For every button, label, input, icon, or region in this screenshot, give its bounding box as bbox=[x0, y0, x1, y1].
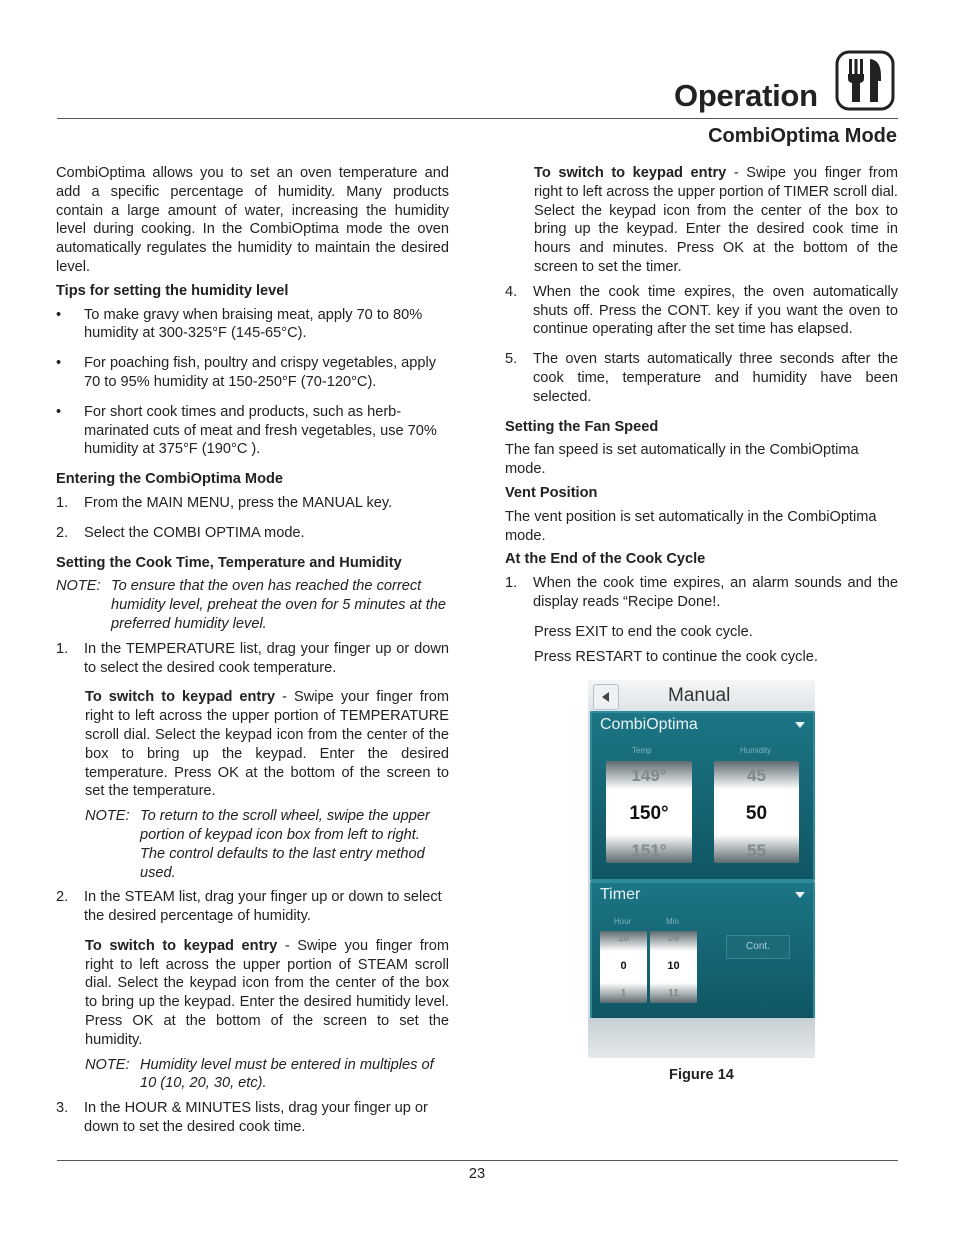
screen-footer bbox=[588, 1018, 815, 1058]
dial-value: 09 bbox=[667, 933, 680, 944]
dial-value: 1 bbox=[620, 988, 627, 999]
dial-value: 151° bbox=[631, 841, 667, 860]
tip-item: • For short cook times and products, such as herb-marinated cuts of meat and fresh vegetables, use 70% humidity at 375°F (190°C ). bbox=[56, 403, 437, 458]
intro-paragraph: CombiOptima allows you to set an oven temperature and add a specific percentage of humidity. Many products contain a large amount of water, increasing the humidity level during cooking. In the CombiOptima mode the oven automatically regulates the humidity to maintain the desired level. bbox=[56, 165, 449, 275]
restart-text: Press RESTART to continue the cook cycle. bbox=[534, 648, 818, 665]
fork-knife-icon bbox=[835, 50, 895, 111]
page-number: 23 bbox=[468, 1166, 486, 1182]
dial-value-selected: 0 bbox=[620, 960, 627, 972]
hour-scroll-dial[interactable] bbox=[600, 931, 647, 1003]
keypad-paragraph: To switch to keypad entry - Swipe your finger from right to left across the upper portion of TEMPERATURE scroll dial. Select the keypad icon from the center of the box to bring up the keypad. Enter the desired temperature. Press OK at the bottom of the screen to set the temperature. bbox=[85, 689, 449, 800]
keypad-paragraph: To switch to keypad entry - Swipe you finger from right to left across the upper portion of STEAM scroll dial. Select the keypad icon from the center of the box to bring up the keypad. Enter the desired humitidy level. Press OK at the bottom of the screen to set the humidity. bbox=[85, 937, 449, 1048]
note: NOTE: To ensure that the oven has reached the correct humidity level, preheat the oven for 5 minutes at the preferred humidity level. bbox=[56, 578, 447, 632]
entering-step: 2. Select the COMBI OPTIMA mode. bbox=[56, 524, 305, 541]
end-heading: At the End of the Cook Cycle bbox=[505, 551, 706, 568]
dial-value: 149° bbox=[631, 766, 667, 785]
figure-caption: Figure 14 bbox=[669, 1067, 734, 1083]
minute-scroll-dial[interactable] bbox=[650, 931, 697, 1003]
dial-value-selected: 50 bbox=[745, 803, 768, 824]
figure-screenshot bbox=[588, 680, 815, 1058]
chevron-down-icon[interactable] bbox=[795, 892, 805, 898]
combioptima-panel bbox=[590, 711, 815, 881]
exit-text: Press EXIT to end the cook cycle. bbox=[534, 623, 753, 640]
minute-label: Min bbox=[666, 917, 679, 926]
header-rule bbox=[57, 118, 898, 119]
chevron-down-icon[interactable] bbox=[795, 722, 805, 728]
screen-title: Manual bbox=[668, 685, 731, 706]
page-title: Operation bbox=[674, 78, 818, 113]
note: NOTE: To return to the scroll wheel, swipe the upper portion of keypad icon box from left to right. The control defaults to the last entry method used. bbox=[85, 808, 430, 881]
setting-step: 1. In the TEMPERATURE list, drag your finger up or down to select the desired cook temperature. bbox=[56, 640, 449, 676]
dial-value: 10 bbox=[617, 933, 630, 944]
setting-step: 3. In the HOUR & MINUTES lists, drag your finger up or down to set the desired cook time. bbox=[56, 1100, 428, 1136]
vent-text: The vent position is set automatically in the CombiOptima mode. bbox=[505, 508, 877, 544]
tip-item: • For poaching fish, poultry and crispy vegetables, apply 70 to 95% humidity at 150-250°F (70-120°C). bbox=[56, 355, 437, 390]
dial-value-selected: 150° bbox=[629, 803, 669, 824]
temp-label: Temp bbox=[632, 746, 652, 755]
tip-item: • To make gravy when braising meat, apply 70 to 80% humidity at 300-325°F (145-65°C). bbox=[56, 306, 423, 342]
dial-value: 11 bbox=[668, 988, 679, 999]
entering-heading: Entering the CombiOptima Mode bbox=[56, 471, 284, 488]
tips-heading: Tips for setting the humidity level bbox=[56, 282, 289, 299]
humidity-scroll-dial[interactable] bbox=[714, 761, 799, 863]
setting-step: 4. When the cook time expires, the oven automatically shuts off. Press the CONT. key if you want the oven to continue operating after the set time has elapsed. bbox=[505, 283, 898, 338]
entering-step: 1. From the MAIN MENU, press the MANUAL key. bbox=[56, 494, 393, 511]
setting-heading: Setting the Cook Time, Temperature and Humidity bbox=[56, 554, 402, 571]
panel-title: CombiOptima bbox=[600, 716, 698, 733]
footer-rule bbox=[57, 1160, 898, 1161]
cont-button[interactable]: Cont. bbox=[726, 935, 790, 959]
setting-step: 2. In the STEAM list, drag your finger up or down to select the desired percentage of humidity. bbox=[56, 889, 442, 925]
panel-title: Timer bbox=[600, 886, 641, 903]
setting-step: 5. The oven starts automatically three seconds after the cook time, temperature and humidity have been selected. bbox=[505, 351, 898, 405]
screen-header bbox=[588, 680, 815, 711]
end-step: 1. When the cook time expires, an alarm sounds and the display reads “Recipe Done!. bbox=[505, 575, 898, 610]
dial-value: 45 bbox=[747, 766, 766, 785]
note: NOTE: Humidity level must be entered in multiples of 10 (10, 20, 30, etc). bbox=[85, 1056, 434, 1092]
vent-heading: Vent Position bbox=[505, 484, 598, 501]
dial-value: 55 bbox=[747, 841, 766, 860]
left-column bbox=[56, 164, 449, 1137]
fan-text: The fan speed is set automatically in the CombiOptima mode. bbox=[505, 442, 859, 478]
keypad-paragraph: To switch to keypad entry - Swipe you finger from right to left across the upper portion of TIMER scroll dial. Select the keypad icon from the center of the box to bring up the keypad. Enter the desired cook time in hours and minutes. Press OK at the bottom of the screen to set the timer. bbox=[534, 165, 898, 275]
section-title: CombiOptima Mode bbox=[708, 125, 897, 147]
dial-value-selected: 10 bbox=[667, 960, 680, 972]
timer-panel bbox=[590, 881, 815, 1020]
right-column bbox=[505, 164, 898, 666]
back-arrow-icon[interactable] bbox=[593, 684, 619, 710]
temperature-scroll-dial[interactable] bbox=[606, 761, 692, 863]
hour-label: Hour bbox=[614, 917, 632, 926]
fan-heading: Setting the Fan Speed bbox=[505, 418, 659, 435]
humidity-label: Humidity bbox=[740, 746, 772, 755]
